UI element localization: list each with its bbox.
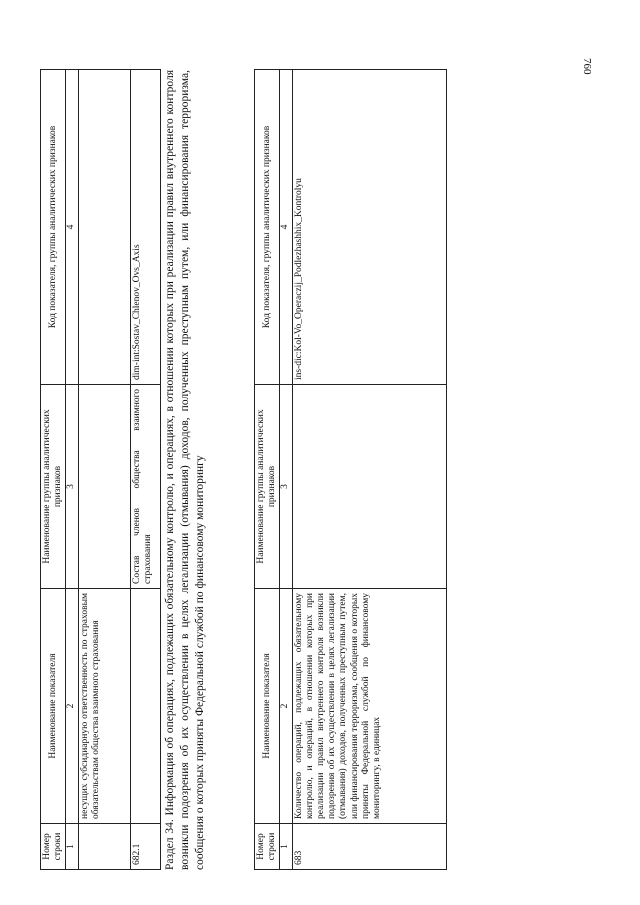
header-code: Код показателя, группы аналитических признаков bbox=[255, 70, 280, 385]
indicators-table-top bbox=[40, 69, 161, 870]
row-number: 683 bbox=[292, 824, 446, 870]
header-code: Код показателя, группы аналитических признаков bbox=[41, 70, 66, 385]
indicator-name bbox=[130, 589, 160, 824]
page-number: 760 bbox=[581, 58, 593, 75]
col-number: 4 bbox=[66, 70, 78, 385]
column-number-row bbox=[66, 70, 78, 870]
column-number-row bbox=[280, 70, 292, 870]
section-heading bbox=[163, 70, 209, 870]
indicator-name: несущих субсидиарную ответственность по страховым обязательствам общества взаимного страхования bbox=[78, 589, 130, 824]
section-label: Раздел 34. bbox=[164, 819, 176, 870]
section-text: Информация об операциях, подлежащих обязательному контролю, и операциях, в отношении которых при реализации правил внутреннего контроля возникли подозрения об их осуществлении в целях легализации (отмывания) доходов, полученных преступным путем, или финансирования терроризма, сообщения о которых приняты Федеральной службой по финансовому мониторингу bbox=[164, 69, 207, 870]
group-name bbox=[78, 385, 130, 589]
header-indicator-name: Наименование показателя bbox=[255, 589, 280, 824]
table-header-row bbox=[255, 70, 280, 870]
col-number: 2 bbox=[66, 589, 78, 824]
col-number: 1 bbox=[66, 824, 78, 870]
group-name bbox=[292, 385, 446, 589]
header-indicator-name: Наименование показателя bbox=[41, 589, 66, 824]
indicators-table-bottom bbox=[254, 69, 447, 870]
header-row-number: Номер строки bbox=[255, 824, 280, 870]
col-number: 4 bbox=[280, 70, 292, 385]
col-number: 1 bbox=[280, 824, 292, 870]
row-number bbox=[78, 824, 130, 870]
indicator-name: Количество операций, подлежащих обязательному контролю, и операций, в отношении которых при реализации правил внутреннего контроля возникли подозрения об их осуществлении в целях легализации (отмывания) доходов, полученных преступным путем, или финансирования терроризма, сообщения о которых приняты Федеральной службой по финансовому мониторингу, в единицах bbox=[292, 589, 446, 824]
table-header-row bbox=[41, 70, 66, 870]
table-row bbox=[130, 70, 160, 870]
col-number: 2 bbox=[280, 589, 292, 824]
rotated-page-content bbox=[40, 30, 600, 870]
table-row bbox=[292, 70, 446, 870]
indicator-code: dim-int:Sostav_Chlenov_Ovs_Axis bbox=[130, 70, 160, 385]
header-group-name: Наименование группы аналитических признаков bbox=[255, 385, 280, 589]
header-group-name: Наименование группы аналитических признаков bbox=[41, 385, 66, 589]
indicator-code bbox=[78, 70, 130, 385]
col-number: 3 bbox=[280, 385, 292, 589]
row-number: 682.1 bbox=[130, 824, 160, 870]
indicator-code: ins-dic:Kol-Vo_Operaczij_Podlezhashhix_Kontrolyu bbox=[292, 70, 446, 385]
header-row-number: Номер строки bbox=[41, 824, 66, 870]
table-row bbox=[78, 70, 130, 870]
group-name: Состав членов общества взаимного страхования bbox=[130, 385, 160, 589]
col-number: 3 bbox=[66, 385, 78, 589]
